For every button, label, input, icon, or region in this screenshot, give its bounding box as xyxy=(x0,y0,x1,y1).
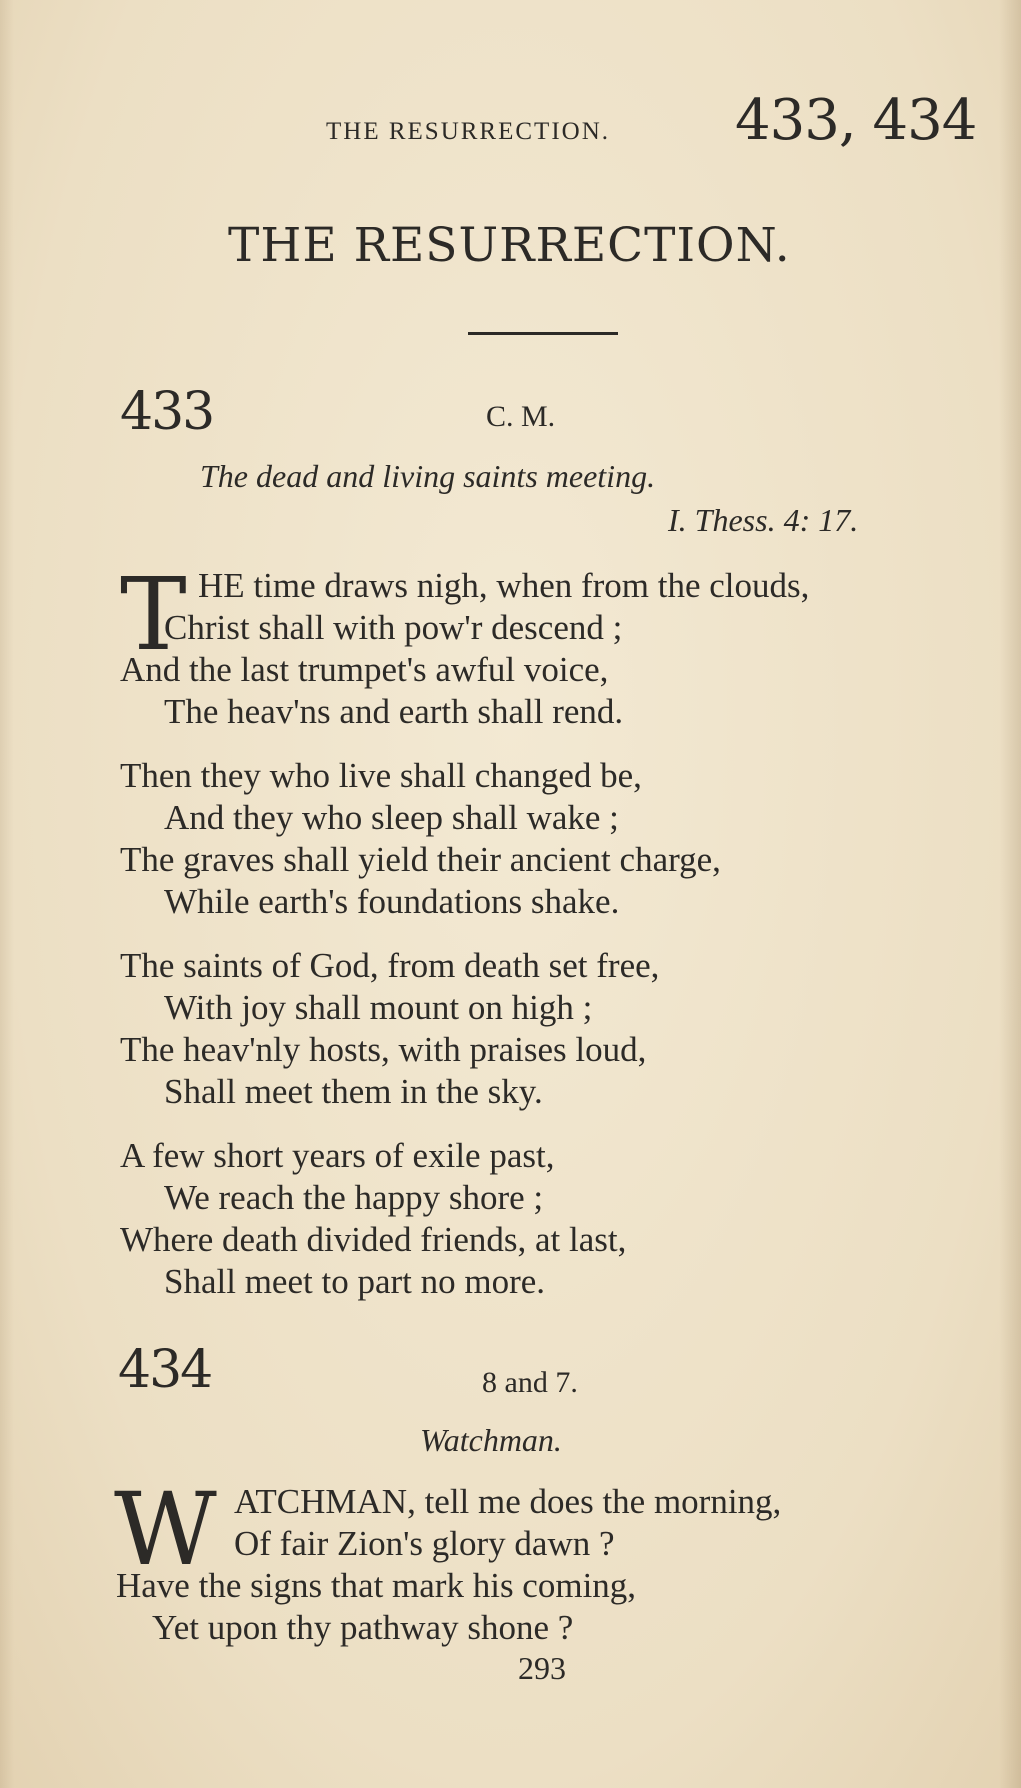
verse-line: Where death divided friends, at last, xyxy=(120,1220,627,1259)
hymn-subtitle: Watchman. xyxy=(420,1422,562,1458)
verse-line: Shall meet them in the sky. xyxy=(164,1072,543,1111)
hymn-number: 434 xyxy=(118,1340,212,1400)
page-edge-left xyxy=(0,0,14,1788)
verse-line: ATCHMAN, tell me does the morning, xyxy=(234,1482,782,1521)
section-title: THE RESURRECTION. xyxy=(228,218,791,273)
verse-line: Christ shall with pow'r descend ; xyxy=(164,608,623,647)
page-number: 293 xyxy=(518,1650,566,1686)
verse-line: And the last trumpet's awful voice, xyxy=(120,650,609,689)
verse-line: We reach the happy shore ; xyxy=(164,1178,544,1217)
verse-line: HE time draws nigh, when from the clouds, xyxy=(198,566,810,605)
verse-line: While earth's foundations shake. xyxy=(164,882,620,921)
title-rule xyxy=(468,332,618,335)
hymn-subtitle: The dead and living saints meeting. xyxy=(200,458,656,494)
verse-line: A few short years of exile past, xyxy=(120,1136,555,1175)
page-hymn-numbers: 433, 434 xyxy=(735,88,977,153)
verse-line: The graves shall yield their ancient charge, xyxy=(120,840,721,879)
page-edge-right xyxy=(999,0,1021,1788)
verse-line: Shall meet to part no more. xyxy=(164,1262,546,1301)
verse-line: The saints of God, from death set free, xyxy=(120,946,660,985)
verse-line: Of fair Zion's glory dawn ? xyxy=(234,1524,615,1563)
verse-line: And they who sleep shall wake ; xyxy=(164,798,619,837)
verse-line: The heav'ns and earth shall rend. xyxy=(164,692,624,731)
hymn-number: 433 xyxy=(120,382,214,442)
verse-line: Then they who live shall changed be, xyxy=(120,756,642,795)
scripture-reference: I. Thess. 4: 17. xyxy=(668,502,859,538)
verse-line: Have the signs that mark his coming, xyxy=(116,1566,637,1605)
drop-cap: W xyxy=(114,1471,217,1588)
drop-cap: T xyxy=(120,556,187,673)
verse-line: With joy shall mount on high ; xyxy=(164,988,593,1027)
hymn-meter: 8 and 7. xyxy=(482,1366,578,1399)
hymn-meter: C. M. xyxy=(486,400,556,433)
running-head: THE RESURRECTION. xyxy=(326,118,610,145)
verse-line: Yet upon thy pathway shone ? xyxy=(152,1608,574,1647)
verse-line: The heav'nly hosts, with praises loud, xyxy=(120,1030,647,1069)
